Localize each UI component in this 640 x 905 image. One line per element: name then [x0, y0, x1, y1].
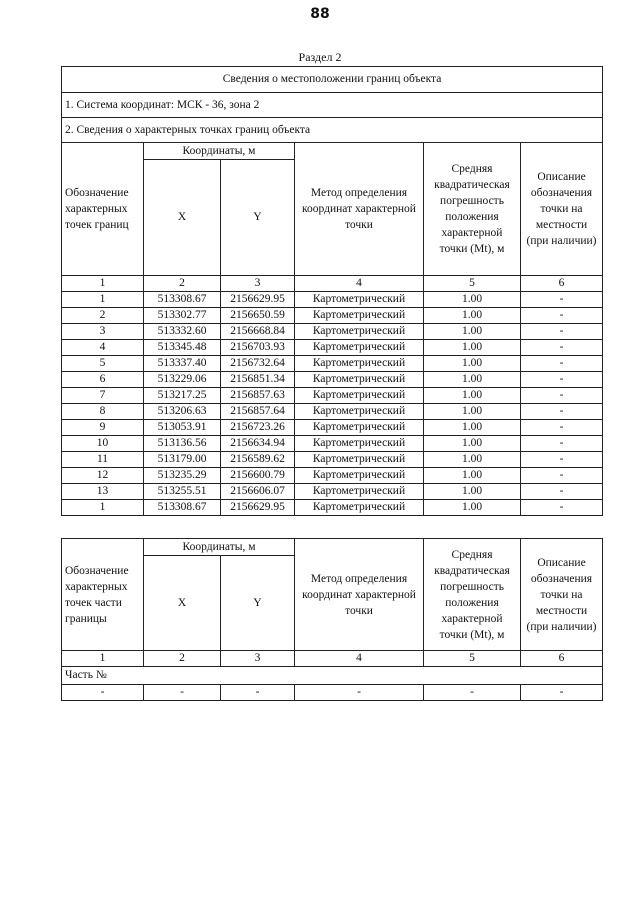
header-error-part: Средняя квадратическая погрешность положения характерной точки (Mt), м: [424, 539, 521, 651]
table-row: [62, 308, 603, 324]
point-y: 2156732.64: [221, 356, 295, 372]
point-method: Картометрический: [295, 468, 424, 484]
point-method: Картометрический: [295, 404, 424, 420]
header-x-part: X: [144, 556, 221, 651]
header-coordinates: Координаты, м: [144, 143, 295, 160]
point-x: 513229.06: [144, 372, 221, 388]
point-x: 513053.91: [144, 420, 221, 436]
point-number: 10: [62, 436, 144, 452]
header-method-part: Метод определения координат характерной точки: [295, 539, 424, 651]
point-x: 513206.63: [144, 404, 221, 420]
table-row: [62, 372, 603, 388]
coord-system: 1. Система координат: МСК - 36, зона 2: [62, 93, 603, 118]
header-designation: Обозначение характерных точек границ: [62, 143, 144, 276]
point-error: 1.00: [424, 404, 521, 420]
point-x: 513235.29: [144, 468, 221, 484]
header-description-part: Описание обозначения точки на местности (при наличии): [521, 539, 603, 651]
empty-cell: -: [144, 685, 221, 701]
point-description: -: [521, 340, 603, 356]
point-description: -: [521, 372, 603, 388]
column-number: 5: [424, 651, 521, 667]
point-description: -: [521, 436, 603, 452]
point-number: 6: [62, 372, 144, 388]
point-method: Картометрический: [295, 420, 424, 436]
table-row: [62, 420, 603, 436]
point-y: 2156851.34: [221, 372, 295, 388]
point-x: 513345.48: [144, 340, 221, 356]
header-y-part: Y: [221, 556, 295, 651]
point-method: Картометрический: [295, 484, 424, 500]
point-x: 513255.51: [144, 484, 221, 500]
header-description: Описание обозначения точки на местности (при наличии): [521, 143, 603, 276]
table-title: Сведения о местоположении границ объекта: [62, 67, 603, 93]
point-y: 2156857.64: [221, 404, 295, 420]
point-method: Картометрический: [295, 292, 424, 308]
column-number: 3: [221, 651, 295, 667]
column-number: 4: [295, 276, 424, 292]
point-method: Картометрический: [295, 324, 424, 340]
section-title: Раздел 2: [298, 50, 342, 64]
point-description: -: [521, 500, 603, 516]
table-row: [62, 356, 603, 372]
empty-cell: -: [221, 685, 295, 701]
part-label: Часть №: [62, 667, 603, 685]
point-x: 513217.25: [144, 388, 221, 404]
table-row: [62, 468, 603, 484]
point-error: 1.00: [424, 452, 521, 468]
point-error: 1.00: [424, 388, 521, 404]
table-row: [62, 324, 603, 340]
point-y: 2156606.07: [221, 484, 295, 500]
point-y: 2156857.63: [221, 388, 295, 404]
header-designation-part: [62, 539, 144, 651]
point-error: 1.00: [424, 436, 521, 452]
column-number: 3: [221, 276, 295, 292]
point-number: 11: [62, 452, 144, 468]
point-error: 1.00: [424, 372, 521, 388]
point-number: 12: [62, 468, 144, 484]
table-row: [62, 404, 603, 420]
empty-cell: -: [62, 685, 144, 701]
header-method: Метод определения координат характерной точки: [295, 143, 424, 276]
header-error: Средняя квадратическая погрешность положения характерной точки (Mt), м: [424, 143, 521, 276]
point-error: 1.00: [424, 324, 521, 340]
point-method: Картометрический: [295, 500, 424, 516]
table-row: [62, 292, 603, 308]
point-number: 8: [62, 404, 144, 420]
point-method: Картометрический: [295, 308, 424, 324]
point-x: 513308.67: [144, 500, 221, 516]
point-y: 2156634.94: [221, 436, 295, 452]
point-error: 1.00: [424, 468, 521, 484]
point-method: Картометрический: [295, 388, 424, 404]
parts-table: [61, 538, 603, 701]
point-number: 1: [62, 500, 144, 516]
page-number: 88: [310, 6, 330, 22]
point-error: 1.00: [424, 340, 521, 356]
point-y: 2156650.59: [221, 308, 295, 324]
column-number: 2: [144, 276, 221, 292]
column-number: 2: [144, 651, 221, 667]
point-x: 513308.67: [144, 292, 221, 308]
point-description: -: [521, 420, 603, 436]
point-error: 1.00: [424, 500, 521, 516]
header-x: X: [144, 160, 221, 276]
point-y: 2156589.62: [221, 452, 295, 468]
point-method: Картометрический: [295, 340, 424, 356]
point-number: 7: [62, 388, 144, 404]
point-description: -: [521, 468, 603, 484]
boundaries-table: [61, 66, 603, 516]
point-y: 2156629.95: [221, 500, 295, 516]
empty-cell: -: [424, 685, 521, 701]
point-number: 4: [62, 340, 144, 356]
column-number: 1: [62, 276, 144, 292]
point-description: -: [521, 324, 603, 340]
point-description: -: [521, 356, 603, 372]
point-description: -: [521, 404, 603, 420]
point-error: 1.00: [424, 484, 521, 500]
point-y: 2156629.95: [221, 292, 295, 308]
point-error: 1.00: [424, 420, 521, 436]
point-y: 2156723.26: [221, 420, 295, 436]
point-number: 5: [62, 356, 144, 372]
point-method: Картометрический: [295, 356, 424, 372]
point-x: 513179.00: [144, 452, 221, 468]
point-method: Картометрический: [295, 436, 424, 452]
point-error: 1.00: [424, 292, 521, 308]
point-description: -: [521, 452, 603, 468]
point-number: 1: [62, 292, 144, 308]
point-number: 9: [62, 420, 144, 436]
point-method: Картометрический: [295, 452, 424, 468]
table-row: [62, 500, 603, 516]
point-description: -: [521, 484, 603, 500]
point-x: 513332.60: [144, 324, 221, 340]
section2-title: 2. Сведения о характерных точках границ объекта: [62, 118, 603, 143]
point-description: -: [521, 308, 603, 324]
column-number: 6: [521, 276, 603, 292]
header-designation-part-text: Обозначение характерных точек части границы: [65, 564, 129, 625]
column-number: 5: [424, 276, 521, 292]
point-x: 513337.40: [144, 356, 221, 372]
point-y: 2156668.84: [221, 324, 295, 340]
point-number: 2: [62, 308, 144, 324]
point-description: -: [521, 388, 603, 404]
point-y: 2156600.79: [221, 468, 295, 484]
point-method: Картометрический: [295, 372, 424, 388]
table-row: [62, 340, 603, 356]
header-y: Y: [221, 160, 295, 276]
table-row: [62, 484, 603, 500]
point-y: 2156703.93: [221, 340, 295, 356]
table-row: [62, 388, 603, 404]
table-row: [62, 436, 603, 452]
point-number: 13: [62, 484, 144, 500]
column-number: 6: [521, 651, 603, 667]
point-x: 513302.77: [144, 308, 221, 324]
header-coordinates-part: Координаты, м: [144, 539, 295, 556]
point-description: -: [521, 292, 603, 308]
table-row: [62, 452, 603, 468]
point-error: 1.00: [424, 356, 521, 372]
column-number: 1: [62, 651, 144, 667]
column-number: 4: [295, 651, 424, 667]
point-error: 1.00: [424, 308, 521, 324]
point-x: 513136.56: [144, 436, 221, 452]
empty-cell: -: [521, 685, 603, 701]
empty-cell: -: [295, 685, 424, 701]
point-number: 3: [62, 324, 144, 340]
